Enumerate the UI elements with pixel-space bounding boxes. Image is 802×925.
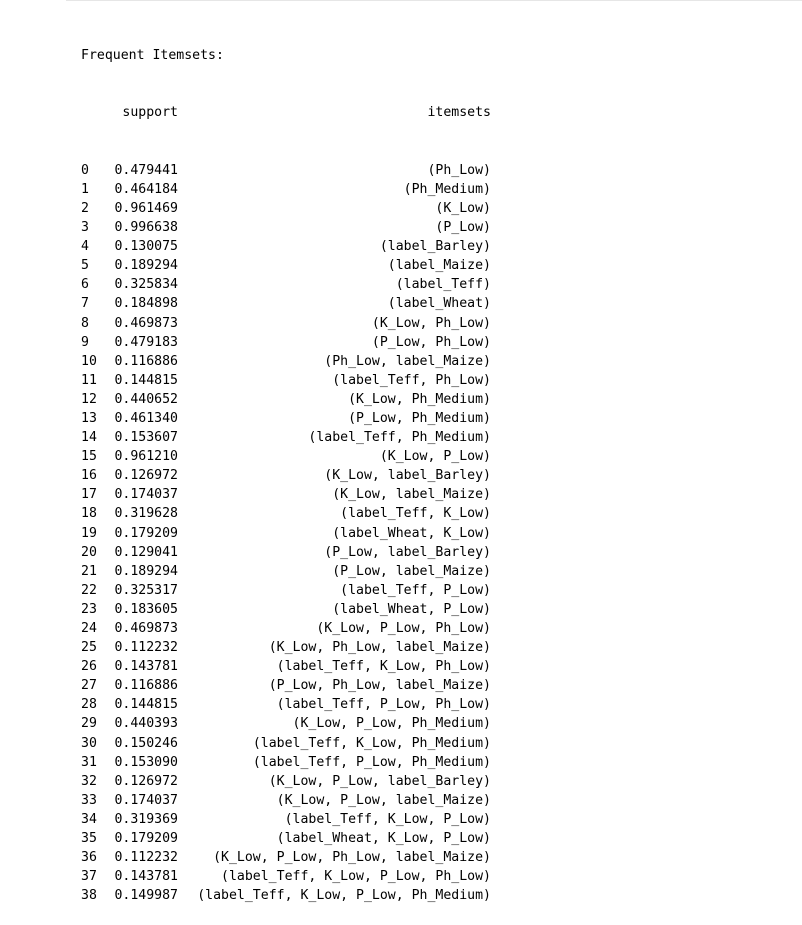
row-support: 0.116886	[114, 353, 178, 369]
table-row	[81, 161, 491, 180]
row-support: 0.153090	[114, 754, 178, 770]
row-index: 19	[81, 525, 97, 541]
row-support: 0.319628	[114, 506, 178, 522]
row-itemsets: (K_Low, Ph_Medium)	[348, 391, 491, 407]
row-index: 37	[81, 869, 97, 885]
row-support: 0.996638	[114, 220, 178, 236]
row-itemsets: (label_Wheat)	[387, 296, 491, 312]
table-row	[81, 791, 491, 810]
row-itemsets: (label_Wheat, P_Low)	[332, 601, 491, 617]
row-itemsets: (P_Low, Ph_Low)	[371, 334, 491, 350]
row-support: 0.126972	[114, 773, 178, 789]
row-support: 0.184898	[114, 296, 178, 312]
row-support: 0.961469	[114, 200, 178, 216]
row-index: 25	[81, 640, 97, 656]
row-index: 4	[81, 239, 89, 255]
row-support: 0.143781	[114, 659, 178, 675]
table-row	[81, 466, 491, 485]
row-itemsets: (K_Low, label_Maize)	[332, 487, 491, 503]
table-row	[81, 504, 491, 523]
row-itemsets: (P_Low, Ph_Medium)	[348, 410, 491, 426]
table-row	[81, 676, 491, 695]
table-row	[81, 275, 491, 294]
row-support: 0.464184	[114, 181, 178, 197]
table-row	[81, 848, 491, 867]
output-title: Frequent Itemsets:	[81, 48, 224, 64]
row-index: 36	[81, 850, 97, 866]
row-itemsets: (K_Low, P_Low, label_Maize)	[276, 792, 491, 808]
row-support: 0.179209	[114, 525, 178, 541]
row-index: 26	[81, 659, 97, 675]
row-index: 10	[81, 353, 97, 369]
table-row	[81, 657, 491, 676]
table-row	[81, 524, 491, 543]
table-row	[81, 428, 491, 447]
row-index: 35	[81, 831, 97, 847]
cell-output	[81, 8, 491, 925]
row-support: 0.144815	[114, 697, 178, 713]
row-index: 33	[81, 792, 97, 808]
row-index: 27	[81, 678, 97, 694]
table-row	[81, 180, 491, 199]
table-row	[81, 333, 491, 352]
row-index: 7	[81, 296, 89, 312]
row-itemsets: (K_Low, P_Low, Ph_Low)	[316, 621, 491, 636]
row-itemsets: (P_Low, label_Barley)	[324, 544, 491, 560]
row-index: 28	[81, 697, 97, 713]
row-support: 0.479441	[114, 162, 178, 178]
row-index: 2	[81, 200, 89, 216]
table-row	[81, 734, 491, 753]
row-support: 0.153607	[114, 430, 178, 446]
cell-top-divider	[66, 0, 802, 1]
row-itemsets: (label_Teff, P_Low, Ph_Low)	[276, 697, 491, 713]
table-row	[81, 581, 491, 600]
table-row	[81, 237, 491, 256]
row-support: 0.479183	[114, 334, 178, 350]
row-index: 15	[81, 449, 97, 465]
row-itemsets: (K_Low, P_Low, Ph_Medium)	[292, 716, 491, 732]
row-itemsets: (label_Teff)	[395, 277, 491, 293]
row-itemsets: (K_Low, P_Low, Ph_Low, label_Maize)	[213, 850, 491, 866]
header-index	[81, 103, 111, 122]
row-support: 0.961210	[114, 449, 178, 465]
row-support: 0.112232	[114, 640, 178, 656]
row-support: 0.116886	[114, 678, 178, 694]
row-index: 5	[81, 258, 89, 274]
row-itemsets: (K_Low, Ph_Low)	[371, 315, 491, 331]
row-itemsets: (K_Low, P_Low, label_Barley)	[268, 773, 491, 789]
row-itemsets: (label_Teff, Ph_Low)	[332, 372, 491, 388]
row-support: 0.112232	[114, 850, 178, 866]
row-support: 0.469873	[114, 315, 178, 331]
row-itemsets: (label_Barley)	[379, 239, 491, 255]
table-row	[81, 447, 491, 466]
row-index: 1	[81, 181, 89, 197]
table-row	[81, 543, 491, 562]
row-index: 6	[81, 277, 89, 293]
row-itemsets: (label_Teff, P_Low)	[340, 582, 491, 598]
row-support: 0.174037	[114, 792, 178, 808]
row-itemsets: (label_Teff, K_Low, Ph_Low)	[276, 659, 491, 675]
table-row	[81, 753, 491, 772]
table-row	[81, 562, 491, 581]
row-index: 11	[81, 372, 97, 388]
row-index: 8	[81, 315, 89, 331]
table-row	[81, 772, 491, 791]
row-support: 0.183605	[114, 601, 178, 617]
row-support: 0.189294	[114, 258, 178, 274]
row-support: 0.126972	[114, 468, 178, 484]
row-itemsets: (P_Low)	[435, 220, 491, 236]
row-support: 0.325317	[114, 582, 178, 598]
row-support: 0.325834	[114, 277, 178, 293]
row-itemsets: (label_Teff, K_Low)	[340, 506, 491, 522]
row-support: 0.319369	[114, 811, 178, 827]
row-itemsets: (label_Wheat, K_Low)	[332, 525, 491, 541]
row-index: 13	[81, 410, 97, 426]
table-row	[81, 314, 491, 333]
row-support: 0.174037	[114, 487, 178, 503]
row-support: 0.440393	[114, 716, 178, 732]
row-index: 34	[81, 811, 97, 827]
row-index: 17	[81, 487, 97, 503]
row-itemsets: (label_Teff, Ph_Medium)	[308, 430, 491, 446]
table-row	[81, 409, 491, 428]
table-row	[81, 810, 491, 829]
table-row	[81, 199, 491, 218]
row-itemsets: (K_Low)	[435, 200, 491, 216]
row-itemsets: (label_Wheat, K_Low, P_Low)	[276, 831, 491, 847]
row-itemsets: (label_Teff, K_Low, P_Low)	[284, 811, 491, 827]
table-header-row	[81, 103, 491, 122]
table-row	[81, 695, 491, 714]
table-row	[81, 886, 491, 905]
row-itemsets: (Ph_Low)	[427, 162, 491, 178]
row-itemsets: (label_Teff, K_Low, Ph_Medium)	[252, 735, 491, 751]
table-row	[81, 485, 491, 504]
row-index: 38	[81, 888, 97, 904]
header-itemsets: itemsets	[427, 105, 491, 121]
row-index: 9	[81, 334, 89, 350]
table-row	[81, 256, 491, 275]
row-index: 18	[81, 506, 97, 522]
table-row	[81, 638, 491, 657]
row-itemsets: (K_Low, P_Low)	[379, 449, 491, 465]
row-support: 0.149987	[114, 888, 178, 904]
row-itemsets: (K_Low, Ph_Low, label_Maize)	[268, 640, 491, 656]
row-itemsets: (label_Maize)	[387, 258, 491, 274]
table-body	[81, 161, 491, 906]
row-index: 21	[81, 563, 97, 579]
table-row	[81, 867, 491, 886]
row-index: 23	[81, 601, 97, 617]
header-support: support	[122, 105, 178, 121]
row-support: 0.129041	[114, 544, 178, 560]
row-support: 0.179209	[114, 831, 178, 847]
row-itemsets: (label_Teff, K_Low, P_Low, Ph_Medium)	[197, 888, 491, 904]
row-index: 29	[81, 716, 97, 732]
row-index: 3	[81, 220, 89, 236]
row-itemsets: (label_Teff, P_Low, Ph_Medium)	[252, 754, 491, 770]
row-support: 0.143781	[114, 869, 178, 885]
table-row	[81, 829, 491, 848]
row-index: 22	[81, 582, 97, 598]
row-index: 32	[81, 773, 97, 789]
row-index: 12	[81, 391, 97, 407]
row-index: 14	[81, 430, 97, 446]
table-row	[81, 714, 491, 733]
table-row	[81, 600, 491, 619]
row-support: 0.461340	[114, 410, 178, 426]
row-support: 0.440652	[114, 391, 178, 407]
row-itemsets: (Ph_Low, label_Maize)	[324, 353, 491, 369]
row-itemsets: (P_Low, Ph_Low, label_Maize)	[268, 678, 491, 694]
table-row	[81, 371, 491, 390]
row-index: 24	[81, 621, 97, 636]
row-support: 0.189294	[114, 563, 178, 579]
row-index: 16	[81, 468, 97, 484]
row-support: 0.144815	[114, 372, 178, 388]
row-support: 0.469873	[114, 621, 178, 636]
row-itemsets: (K_Low, label_Barley)	[324, 468, 491, 484]
row-itemsets: (P_Low, label_Maize)	[332, 563, 491, 579]
table-row	[81, 352, 491, 371]
row-itemsets: (Ph_Medium)	[403, 181, 491, 197]
row-index: 30	[81, 735, 97, 751]
row-index: 20	[81, 544, 97, 560]
row-support: 0.130075	[114, 239, 178, 255]
row-index: 31	[81, 754, 97, 770]
row-support: 0.150246	[114, 735, 178, 751]
table-row	[81, 218, 491, 237]
table-row	[81, 619, 491, 638]
table-row	[81, 390, 491, 409]
row-itemsets: (label_Teff, K_Low, P_Low, Ph_Low)	[221, 869, 491, 885]
table-row	[81, 294, 491, 313]
row-index: 0	[81, 162, 89, 178]
